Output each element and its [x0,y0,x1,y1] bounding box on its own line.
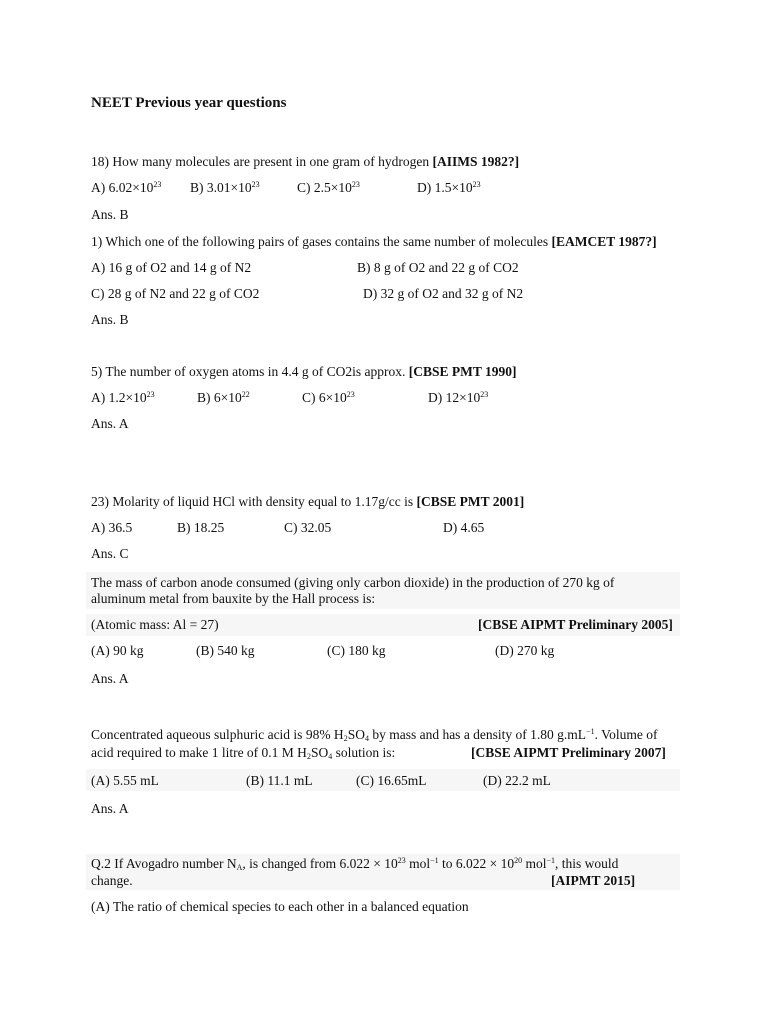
option-a: (A) The ratio of chemical species to each other in a balanced equation [91,899,469,914]
question-18 [91,154,519,170]
question-source: [AIPMT 2015] [551,873,636,888]
option-d: (D) 270 kg [495,643,555,658]
option-a: A) 16 g of O2 and 14 g of N2 [91,260,252,275]
answer: Ans. A [91,801,129,816]
option-b: B) 8 g of O2 and 22 g of CO2 [357,260,519,275]
question-23 [91,494,524,510]
question-source: [EAMCET 1987?] [551,234,657,249]
question-hall-line-1: The mass of carbon anode consumed (giving only carbon dioxide) in the production of 270 kg of [91,575,615,590]
option-a: (A) 5.55 mL [91,773,159,788]
question-text: 18) How many molecules are present in one gram of hydrogen [91,154,433,169]
option-a: (A) 90 kg [91,643,144,658]
question-1 [91,234,657,250]
option-d: D) $12\times 10^{23}$ [428,390,489,405]
option-c: C) $6\times 10^{23}$ [302,390,355,405]
answer: Ans. C [91,546,129,561]
atomic-mass-note: (Atomic mass: Al = 27) [91,617,219,632]
option-c: C) $2.5\times 10^{23}$ [297,180,360,195]
question-source: [CBSE PMT 1990] [408,364,517,379]
question-2-line-1: Q.2 If Avogadro number $N_A$, is changed from $6.022 \times 10^{23}$ mol$^{-1}$ to $6.022 \times 10^{20}$ mol$^{-1}$, this would [91,856,619,872]
option-d: (D) 22.2 mL [483,773,551,788]
option-b: (B) 540 kg [196,643,255,658]
answer: Ans. A [91,671,129,686]
option-c: C) 28 g of N2 and 22 g of CO2 [91,286,260,301]
option-b: (B) 11.1 mL [246,773,313,788]
answer: Ans. B [91,207,129,222]
option-a: A) $6.02\times 10^{23}$ [91,180,162,195]
option-b: B) $6\times 10^{22}$ [197,390,250,405]
question-source: [CBSE AIPMT Preliminary 2007] [471,745,666,760]
answer: Ans. B [91,312,129,327]
question-source: [CBSE AIPMT Preliminary 2005] [478,617,673,632]
option-d: D) $1.5\times 10^{23}$ [417,180,481,195]
question-h2so4-line-2: acid required to make 1 litre of 0.1 M $H_2SO_4$ solution is: [91,745,396,761]
question-source: [CBSE PMT 2001] [416,494,525,509]
option-a: A) $1.2\times 10^{23}$ [91,390,155,405]
option-d: D) 4.65 [443,520,485,535]
option-d: D) 32 g of O2 and 32 g of N2 [363,286,524,301]
option-b: B) $3.01\times 10^{23}$ [190,180,260,195]
question-text: 23) Molarity of liquid HCl with density equal to 1.17g/cc is [91,494,417,509]
option-c: C) 32.05 [284,520,332,535]
question-h2so4-line-1: Concentrated aqueous sulphuric acid is 98% $H_2SO_4$ by mass and has a density of 1.80 $g.mL^{-1}$. Volume of [91,727,658,743]
option-c: (C) 16.65mL [356,773,427,788]
question-hall-line-2: aluminum metal from bauxite by the Hall process is: [91,591,376,606]
page-title: NEET Previous year questions [91,95,287,111]
question-source: [AIIMS 1982?] [432,154,520,169]
option-c: (C) 180 kg [327,643,386,658]
question-2-line-2: change. [91,873,133,888]
option-a: A) 36.5 [91,520,133,535]
answer: Ans. A [91,416,129,431]
question-text: 5) The number of oxygen atoms in 4.4 g of CO2is approx. [91,364,409,379]
option-b: B) 18.25 [177,520,225,535]
question-5 [91,364,516,380]
question-text: 1) Which one of the following pairs of gases contains the same number of molecules [91,234,552,249]
